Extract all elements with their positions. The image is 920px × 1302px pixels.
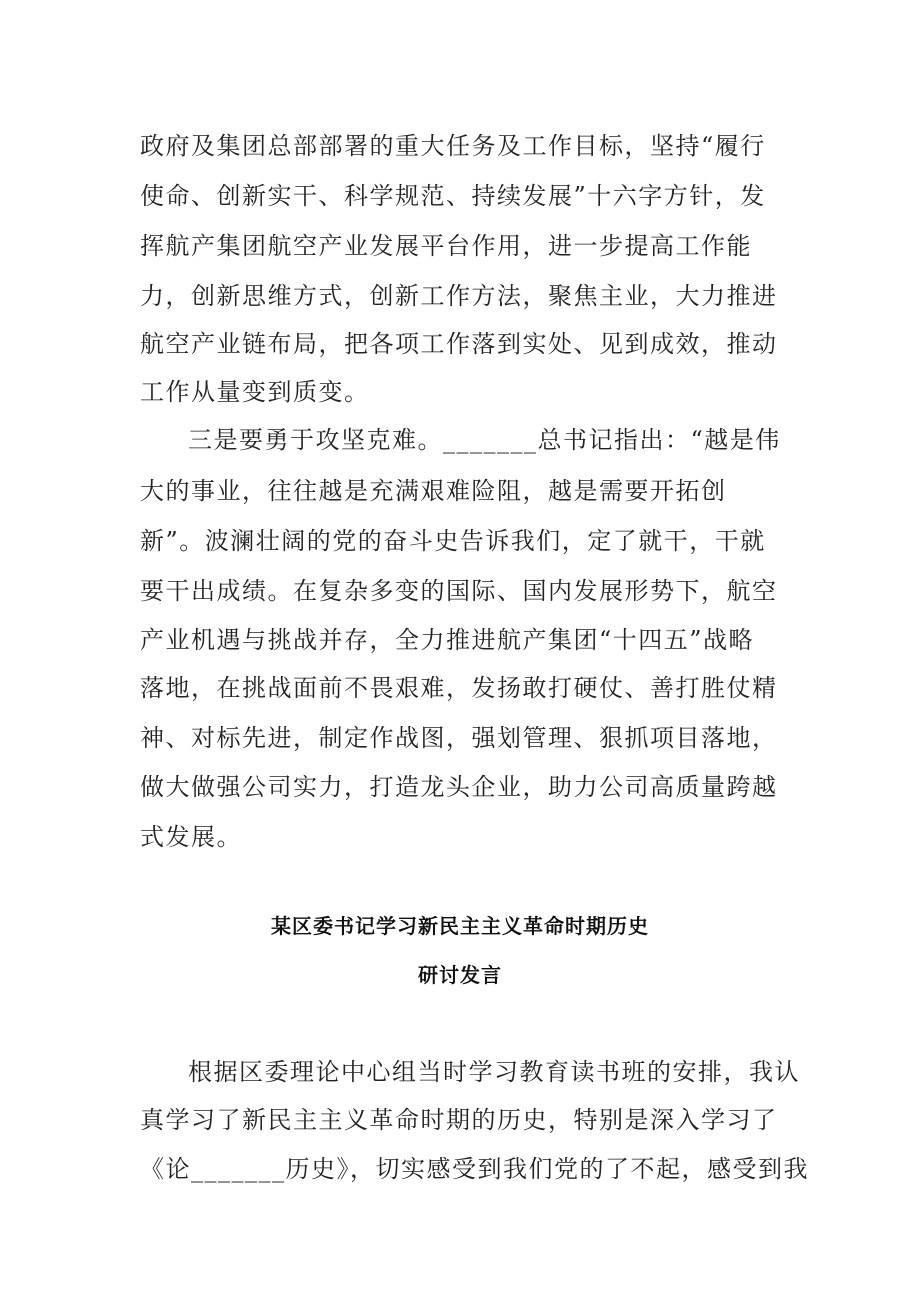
paragraph-line: 新”。波澜壮阔的党的奋斗史告诉我们，定了就干，干就 <box>140 527 766 555</box>
paragraph-line: 工作从量变到质变。 <box>140 378 370 406</box>
paragraph-line: 政府及集团总部部署的重大任务及工作目标，坚持“履行 <box>140 132 766 160</box>
article-title: 某区委书记学习新民主主义革命时期历史 <box>271 914 649 938</box>
paragraph-line: 做大做强公司实力，打造龙头企业，助力公司高质量跨越 <box>140 773 778 801</box>
paragraph-line: 根据区委理论中心组当时学习教育读书班的安排，我认 <box>188 1058 800 1086</box>
paragraph-line: 航空产业链布局，把各项工作落到实处、见到成效，推动 <box>140 330 778 358</box>
paragraph-line: 使命、创新实干、科学规范、持续发展”十六字方针，发 <box>140 182 766 210</box>
paragraph-line: 大的事业，往往越是充满艰难险阻，越是需要开拓创 <box>140 477 727 505</box>
paragraph-line: 《论_______历史》，切实感受到我们党的了不起，感受到我 <box>140 1155 809 1183</box>
paragraph-line: 要干出成绩。在复杂多变的国际、国内发展形势下，航空 <box>140 577 778 605</box>
paragraph-line: 产业机遇与挑战并存，全力推进航产集团“十四五”战略 <box>140 626 755 654</box>
paragraph-line: 力，创新思维方式，创新工作方法，聚焦主业，大力推进 <box>140 282 778 310</box>
paragraph-line: 挥航产集团航空产业发展平台作用，进一步提高工作能 <box>140 232 752 260</box>
paragraph-line: 式发展。 <box>140 823 242 851</box>
paragraph-line: 三是要勇于攻坚克难。_______总书记指出：“越是伟 <box>188 426 781 454</box>
paragraph-line: 神、对标先进，制定作战图，强划管理、狠抓项目落地， <box>140 724 778 752</box>
paragraph-line: 落地，在挑战面前不畏艰难，发扬敢打硬仗、善打胜仗精 <box>140 674 778 702</box>
paragraph-line: 真学习了新民主主义革命时期的历史，特别是深入学习了 <box>140 1106 778 1134</box>
article-title-continued: 研讨发言 <box>418 963 502 987</box>
